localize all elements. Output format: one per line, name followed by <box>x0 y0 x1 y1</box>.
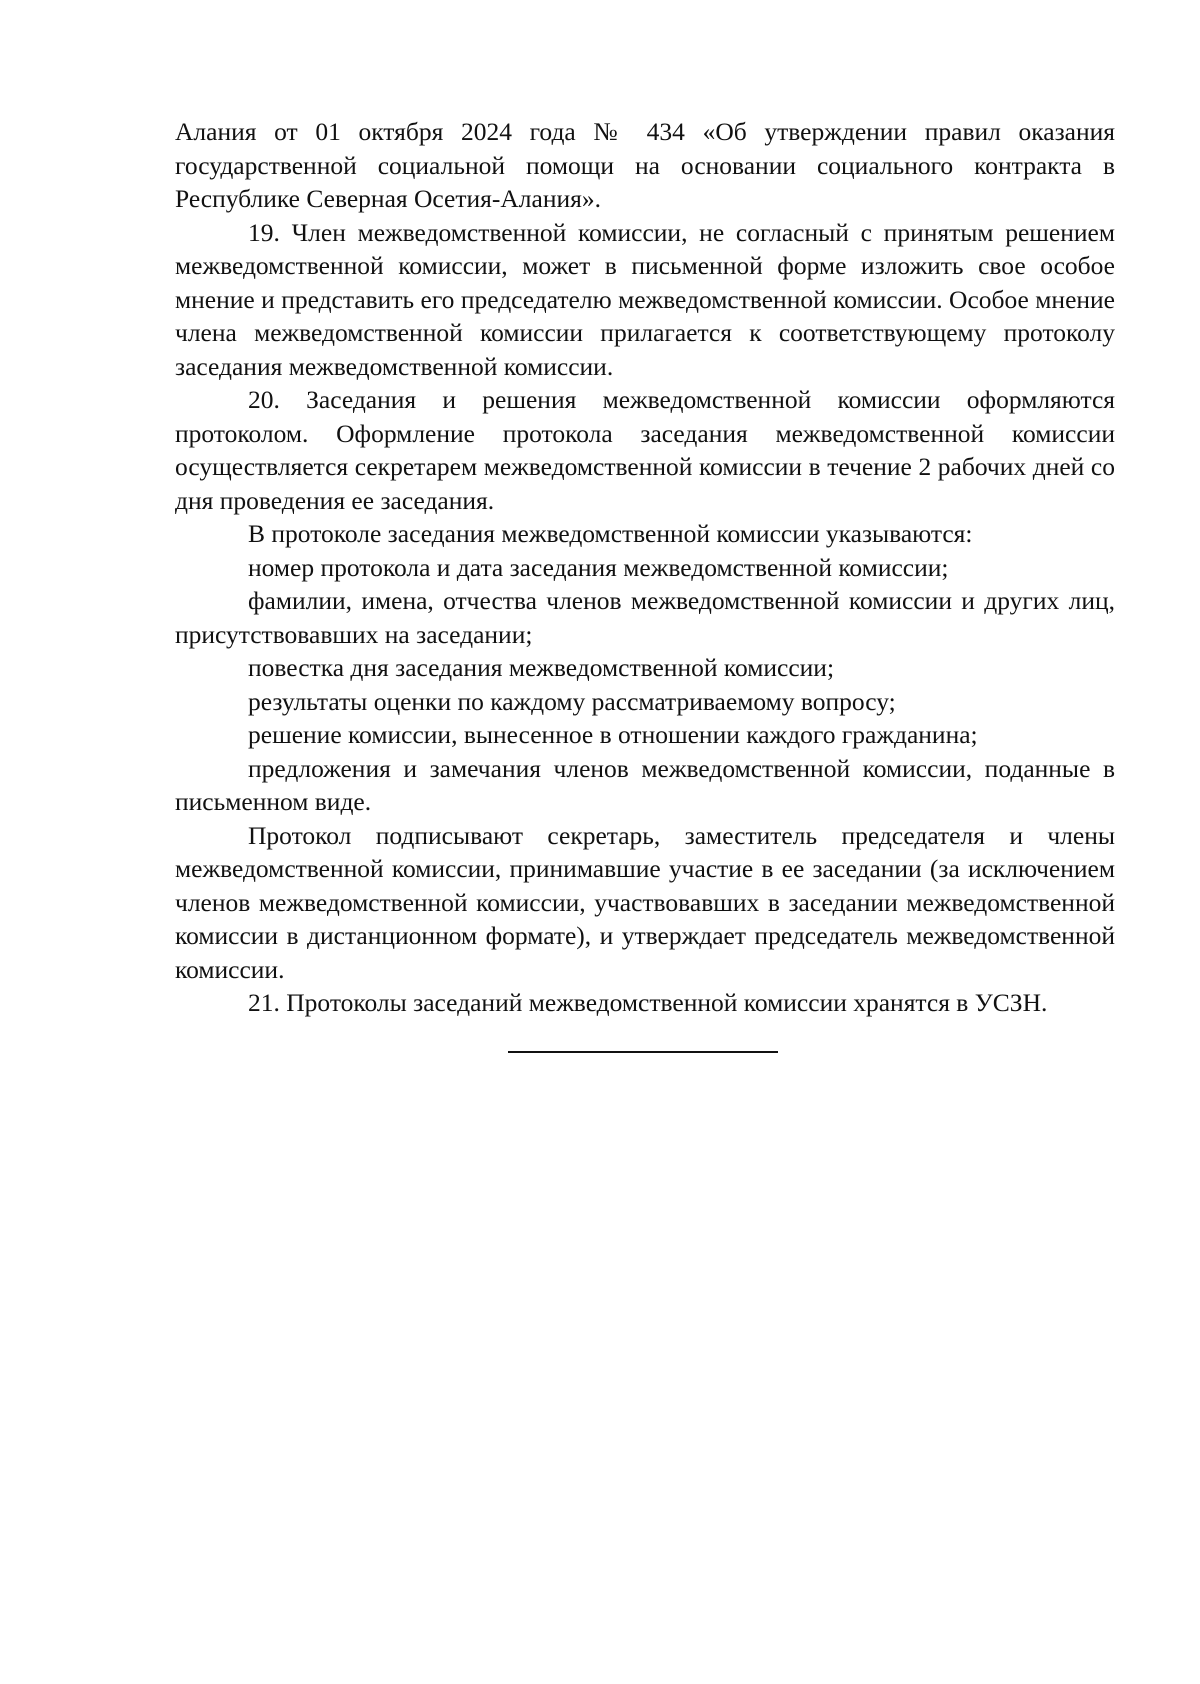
list-item-agenda: повестка дня заседания межведомственной комиссии; <box>248 653 835 682</box>
paragraph-protocol-signing: Протокол подписывают секретарь, заместитель председателя и члены межведомственной комиссии, принимавшие участие в ее заседании (за исключением членов межведомственной комиссии, участвовавших в заседании межведомственной комиссии в дистанционном формате), и утверждает председатель межведомственной комиссии. <box>175 820 1115 984</box>
closing-divider-line <box>508 1051 778 1053</box>
list-item-attendees: фамилии, имена, отчества членов межведомственной комиссии и других лиц, присутствовавших на заседании; <box>175 586 1115 649</box>
list-item-assessment-results: результаты оценки по каждому рассматриваемому вопросу; <box>248 686 896 716</box>
list-item-proposals: предложения и замечания членов межведомственной комиссии, поданные в письменном виде. <box>175 753 1115 816</box>
paragraph-item-21: 21. Протоколы заседаний межведомственной комиссии хранятся в УСЗН. <box>248 988 1048 1017</box>
paragraph-protocol-contents-intro: В протоколе заседания межведомственной комиссии указываются: <box>248 519 973 548</box>
paragraph-item-20: 20. Заседания и решения межведомственной комиссии оформляются протоколом. Оформление протокола заседания межведомственной комиссии осуществляется секретарем межведомственной комиссии в течение 2 рабочих дней со дня проведения ее заседания. <box>175 385 1115 515</box>
paragraph-item-19: 19. Член межведомственной комиссии, не согласный с принятым решением межведомственной комиссии, может в письменной форме изложить свое особое мнение и представить его председателю межведомственной комиссии. Особое мнение члена межведомственной комиссии прилагается к соответствующему протоколу заседания межведомственной комиссии. <box>175 217 1115 381</box>
list-item-protocol-number: номер протокола и дата заседания межведомственной комиссии; <box>248 552 949 582</box>
paragraph-resolution-reference: Алания от 01 октября 2024 года № 434 «Об утверждении правил оказания государственной социальной помощи на основании социального контракта в Республике Северная Осетия-Алания». <box>175 117 1115 213</box>
document-body <box>175 115 1115 1020</box>
list-item-decision: решение комиссии, вынесенное в отношении каждого гражданина; <box>248 720 978 749</box>
